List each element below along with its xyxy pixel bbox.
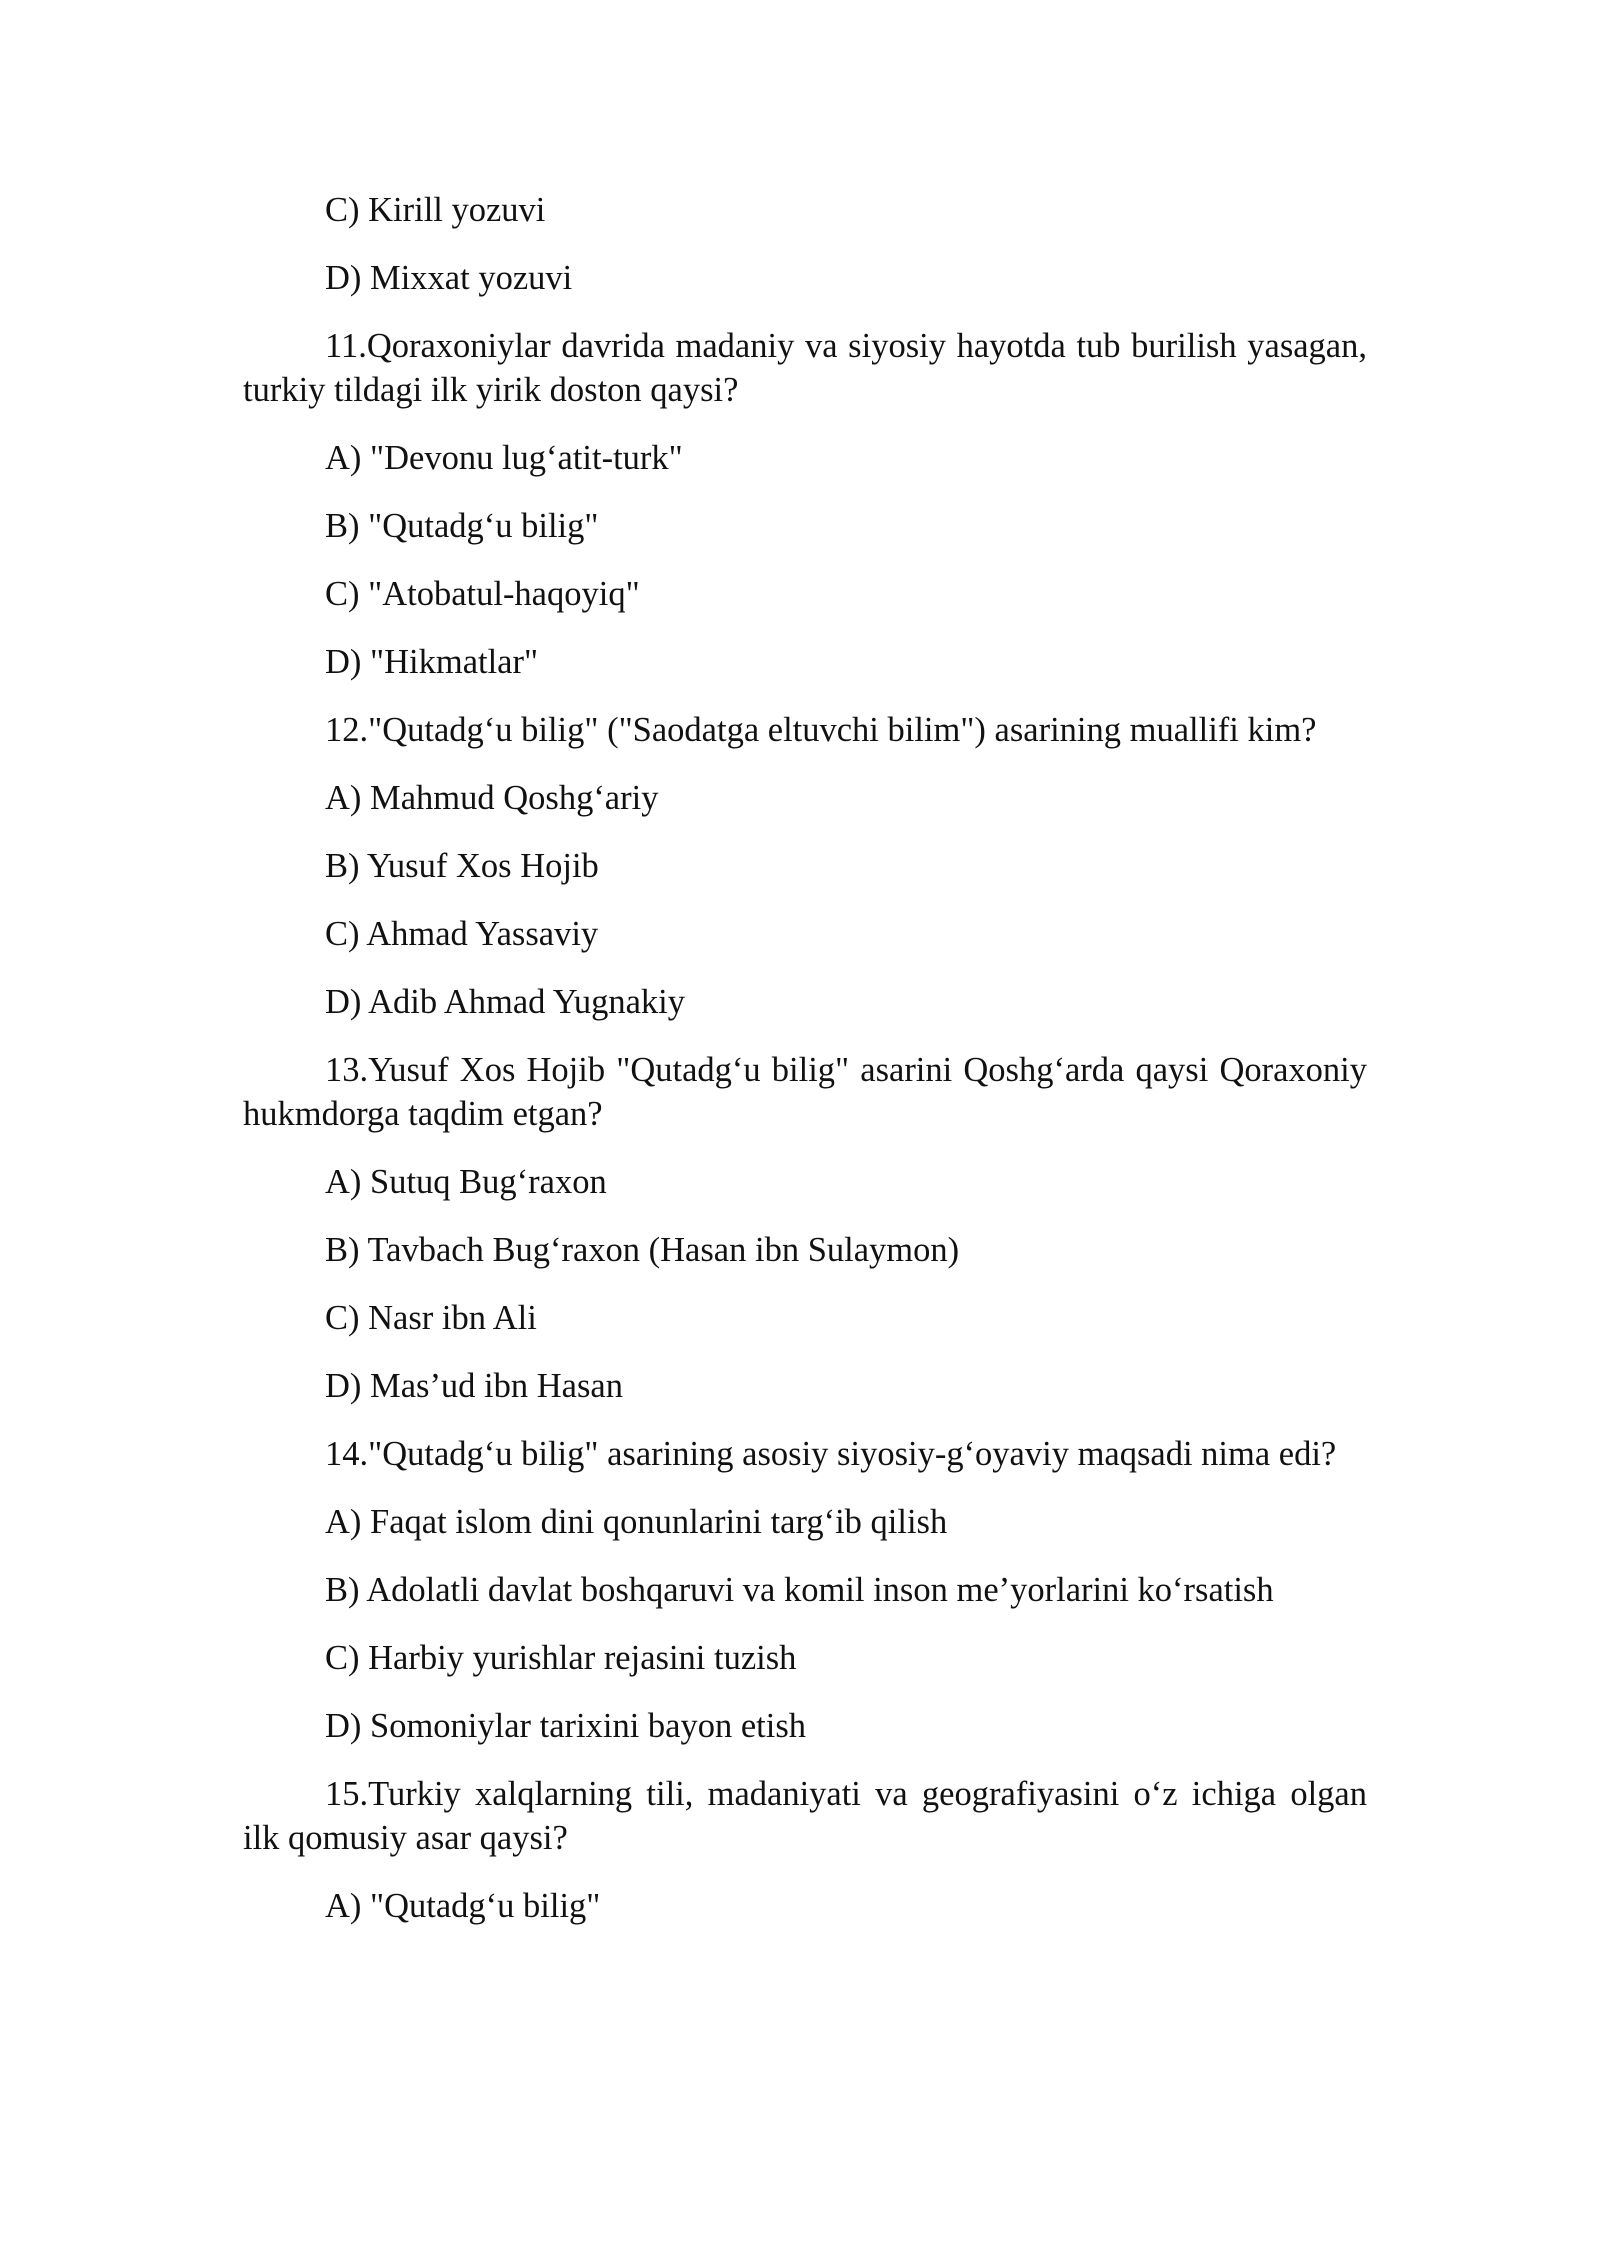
answer-option: D) Somoniylar tarixini bayon etish (325, 1707, 807, 1745)
page-content (243, 188, 1367, 1952)
answer-option: B) Yusuf Xos Hojib (325, 847, 599, 885)
answer-option: C) Ahmad Yassaviy (325, 915, 599, 953)
answer-option-wrapped: B) Adolatli davlat boshqaruvi va komil inson me’yorlarini ko‘rsatish (325, 1571, 1274, 1609)
answer-option: B) "Qutadg‘u bilig" (325, 507, 599, 545)
answer-option: D) Mixxat yozuvi (325, 259, 573, 297)
answer-option: A) Mahmud Qoshg‘ariy (325, 779, 659, 817)
answer-option: C) Harbiy yurishlar rejasini tuzish (325, 1639, 797, 1677)
answer-option: A) "Devonu lug‘atit-turk" (325, 439, 683, 477)
question-text: 15.Turkiy xalqlarning tili, madaniyati va geografiyasini o‘z ichiga olgan ilk qomusiy asar qaysi? (243, 1775, 1367, 1857)
answer-option: A) "Qutadg‘u bilig" (325, 1887, 601, 1925)
question-text: 14."Qutadg‘u bilig" asarining asosiy siyosiy-g‘oyaviy maqsadi nima edi? (325, 1435, 1337, 1473)
answer-option: A) Sutuq Bug‘raxon (325, 1163, 607, 1201)
answer-option: D) Adib Ahmad Yugnakiy (325, 983, 685, 1021)
question-text: 13.Yusuf Xos Hojib "Qutadg‘u bilig" asarini Qoshg‘arda qaysi Qoraxoniy hukmdorga taqdim etgan? (243, 1051, 1367, 1133)
answer-option: C) "Atobatul-haqoyiq" (325, 575, 640, 613)
answer-option: B) Tavbach Bug‘raxon (Hasan ibn Sulaymon) (325, 1231, 960, 1269)
answer-option: D) Mas’ud ibn Hasan (325, 1367, 623, 1405)
question-text: 12."Qutadg‘u bilig" ("Saodatga eltuvchi bilim") asarining muallifi kim? (325, 711, 1317, 749)
answer-option: C) Nasr ibn Ali (325, 1299, 537, 1337)
question-text: 11.Qoraxoniylar davrida madaniy va siyosiy hayotda tub burilish yasagan, turkiy tildagi ilk yirik doston qaysi? (243, 327, 1367, 409)
answer-option: A) Faqat islom dini qonunlarini targ‘ib qilish (325, 1503, 948, 1541)
answer-option: D) "Hikmatlar" (325, 643, 539, 681)
answer-option: C) Kirill yozuvi (325, 191, 546, 229)
